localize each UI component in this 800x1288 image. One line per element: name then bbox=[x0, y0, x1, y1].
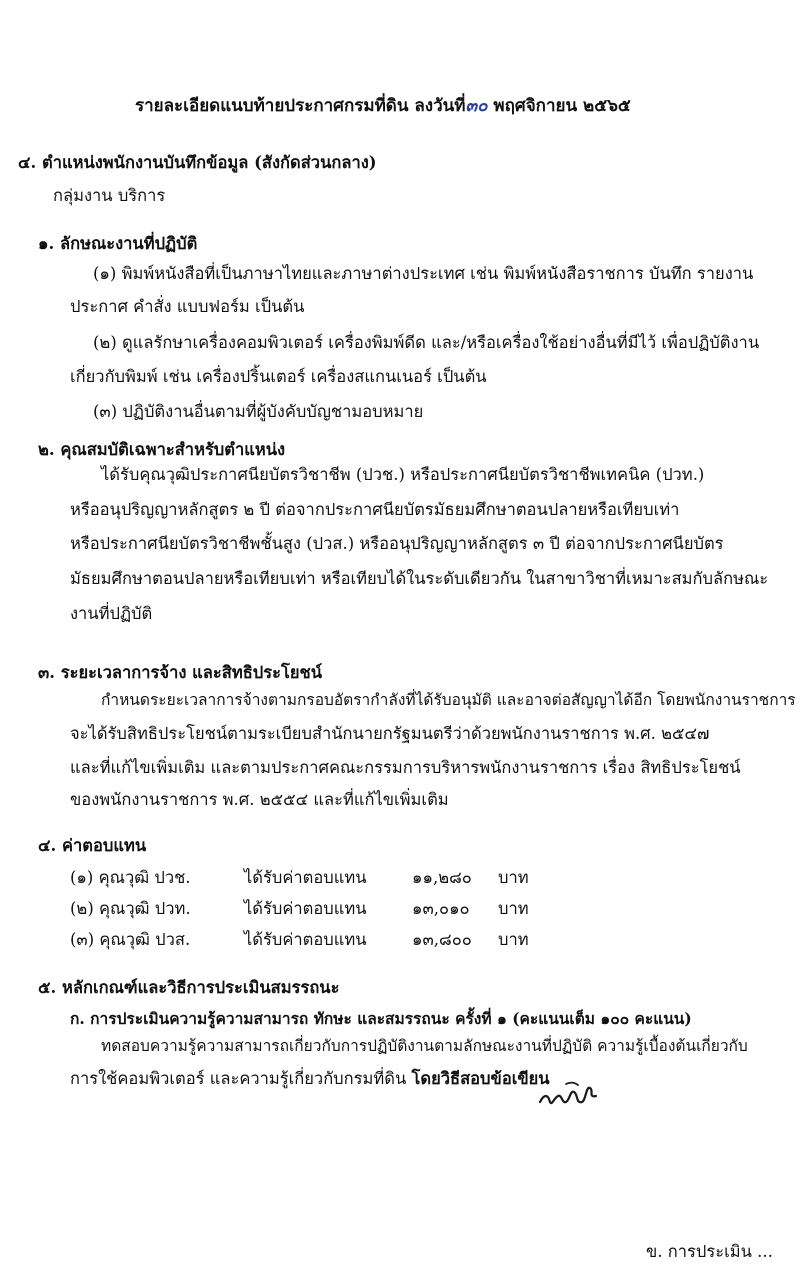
header-month-year: พฤศจิกายน ๒๕๖๕ bbox=[487, 96, 631, 116]
sec2-line2: หรืออนุปริญญาหลักสูตร ๒ ปี ต่อจากประกาศนียบัตรมัธยมศึกษาตอนปลายหรือเทียบเท่า bbox=[70, 500, 680, 519]
qualification: (๒) คุณวุฒิ ปวท. bbox=[70, 899, 191, 918]
currency-unit: บาท bbox=[498, 899, 529, 918]
currency-unit: บาท bbox=[498, 930, 529, 949]
sec2-line1: ได้รับคุณวุฒิประกาศนียบัตรวิชาชีพ (ปวช.) หรือประกาศนียบัตรวิชาชีพเทคนิค (ปวท.) bbox=[101, 465, 705, 484]
page-continuation: ข. การประเมิน ... bbox=[646, 1242, 773, 1261]
sec1-item2-line2: เกี่ยวกับพิมพ์ เช่น เครื่องปริ้นเตอร์ เครื่องสแกนเนอร์ เป็นต้น bbox=[70, 367, 487, 386]
sec2-line4: มัธยมศึกษาตอนปลายหรือเทียบเท่า หรือเทียบได้ในระดับเดียวกัน ในสาขาวิชาที่เหมาะสมกับลักษณะ bbox=[70, 569, 769, 588]
sec3-line3: และที่แก้ไขเพิ่มเติม และตามประกาศคณะกรรมการบริหารพนักงานราชการ เรื่อง สิทธิประโยชน์ bbox=[70, 758, 741, 777]
section-3-heading: ๓. ระยะเวลาการจ้าง และสิทธิประโยชน์ bbox=[38, 663, 322, 682]
sec5-line2-text: การใช้คอมพิวเตอร์ และความรู้เกี่ยวกับกรมที่ดิน bbox=[70, 1069, 412, 1088]
section-1-heading: ๑. ลักษณะงานที่ปฏิบัติ bbox=[38, 234, 198, 253]
sec1-item3: (๓) ปฏิบัติงานอื่นตามที่ผู้บังคับบัญชามอบหมาย bbox=[93, 402, 424, 421]
sec5-line1: ทดสอบความรู้ความสามารถเกี่ยวกับการปฏิบัติงานตามลักษณะงานที่ปฏิบัติ ความรู้เบื้องต้นเกี่ยวกับ bbox=[101, 1037, 748, 1055]
sec3-line1: กำหนดระยะเวลาการจ้างตามกรอบอัตรากำลังที่ได้รับอนุมัติ และอาจต่อสัญญาได้อีก โดยพนักงานราชการ bbox=[101, 691, 796, 709]
sec1-item2-line1: (๒) ดูแลรักษาเครื่องคอมพิวเตอร์ เครื่องพิมพ์ดีด และ/หรือเครื่องใช้อย่างอื่นที่มีไว้ เพื่อปฏิบัติงาน bbox=[93, 333, 760, 352]
currency-unit: บาท bbox=[498, 868, 529, 887]
compensation-label: ได้รับค่าตอบแทน bbox=[244, 868, 367, 887]
position-title: ๔. ตำแหน่งพนักงานบันทึกข้อมูล (สังกัดส่วนกลาง) bbox=[18, 153, 377, 172]
section-4-heading: ๔. ค่าตอบแทน bbox=[38, 836, 147, 855]
section-2-heading: ๒. คุณสมบัติเฉพาะสำหรับตำแหน่ง bbox=[38, 440, 286, 459]
work-group: กลุ่มงาน บริการ bbox=[53, 186, 166, 205]
sec2-line5: งานที่ปฏิบัติ bbox=[70, 604, 153, 623]
section-5-heading: ๕. หลักเกณฑ์และวิธีการประเมินสมรรถนะ bbox=[38, 978, 340, 997]
compensation-amount: ๑๓,๐๑๐ bbox=[412, 899, 470, 918]
qualification: (๓) คุณวุฒิ ปวส. bbox=[70, 930, 191, 949]
exam-method: โดยวิธีสอบข้อเขียน bbox=[411, 1069, 550, 1088]
sec5-subsection-a: ก. การประเมินความรู้ความสามารถ ทักษะ และสมรรถนะ ครั้งที่ ๑ (คะแนนเต็ม ๑๐๐ คะแนน) bbox=[70, 1009, 692, 1028]
handwritten-date: ๓๐ bbox=[465, 96, 488, 116]
qualification: (๑) คุณวุฒิ ปวช. bbox=[70, 868, 191, 887]
header-text: รายละเอียดแนบท้ายประกาศกรมที่ดิน ลงวันที่ bbox=[135, 96, 466, 116]
compensation-label: ได้รับค่าตอบแทน bbox=[244, 899, 367, 918]
document-header bbox=[135, 96, 631, 116]
sec2-line3: หรือประกาศนียบัตรวิชาชีพชั้นสูง (ปวส.) หรืออนุปริญญาหลักสูตร ๓ ปี ต่อจากประกาศนียบัตร bbox=[70, 534, 724, 553]
sec1-item1-line2: ประกาศ คำสั่ง แบบฟอร์ม เป็นต้น bbox=[70, 297, 305, 316]
sec1-item1-line1: (๑) พิมพ์หนังสือที่เป็นภาษาไทยและภาษาต่างประเทศ เช่น พิมพ์หนังสือราชการ บันทึก รายงาน bbox=[93, 264, 754, 283]
sec3-line2: จะได้รับสิทธิประโยชน์ตามระเบียบสำนักนายกรัฐมนตรีว่าด้วยพนักงานราชการ พ.ศ. ๒๕๔๗ bbox=[70, 724, 710, 743]
compensation-amount: ๑๑,๒๘๐ bbox=[412, 868, 472, 887]
compensation-amount: ๑๓,๘๐๐ bbox=[412, 930, 472, 949]
signature-initials-icon bbox=[536, 1076, 600, 1112]
compensation-label: ได้รับค่าตอบแทน bbox=[244, 930, 367, 949]
sec3-line4: ของพนักงานราชการ พ.ศ. ๒๕๕๔ และที่แก้ไขเพิ่มเติม bbox=[70, 790, 449, 809]
sec5-line2 bbox=[70, 1069, 550, 1089]
